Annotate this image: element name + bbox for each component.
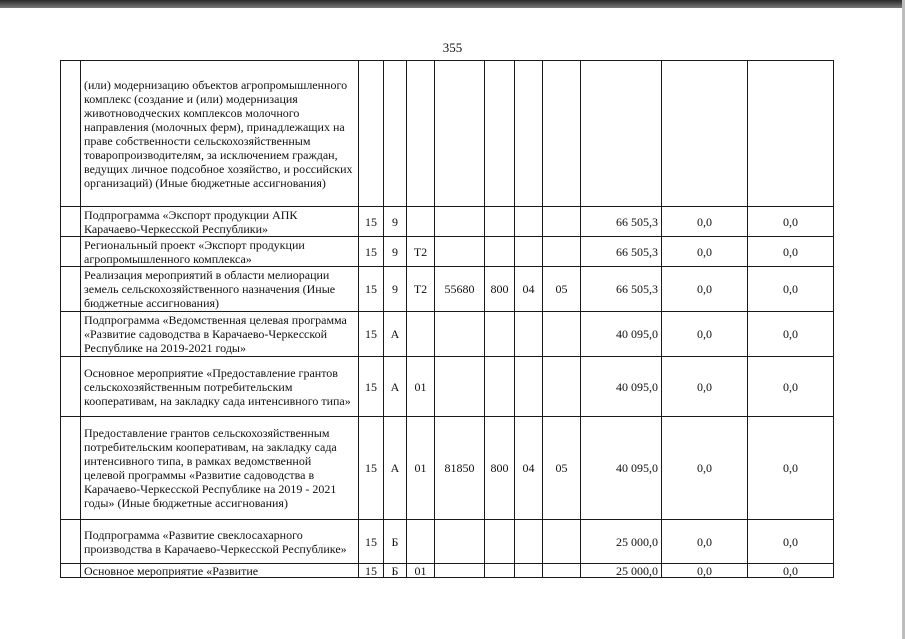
value-cell-v2: [662, 61, 748, 207]
code-cell-c3: [407, 520, 435, 564]
code-cell-c5: [485, 237, 515, 267]
amount-cell: 40 095,0: [581, 417, 662, 520]
row-name-cell: Подпрограмма «Экспорт продукции АПК Карачаево-Черкесской Республики»: [81, 207, 359, 237]
row-margin-cell: [61, 564, 81, 578]
value-cell-v2: 0,0: [662, 357, 748, 417]
code-cell-c7: [543, 520, 581, 564]
value-cell-v2: 0,0: [662, 207, 748, 237]
amount-cell: 40 095,0: [581, 357, 662, 417]
code-cell-c7: 05: [543, 267, 581, 312]
amount-cell: 25 000,0: [581, 520, 662, 564]
code-cell-c5: [485, 207, 515, 237]
code-cell-c6: [515, 520, 543, 564]
row-name-cell: Региональный проект «Экспорт продукции агропромышленного комплекса»: [81, 237, 359, 267]
code-cell-c2: Б: [384, 520, 407, 564]
value-cell-v2: 0,0: [662, 267, 748, 312]
code-cell-c2: 9: [384, 237, 407, 267]
code-cell-c5: 800: [485, 417, 515, 520]
code-cell-c1: 15: [359, 312, 384, 357]
value-cell-v2: 0,0: [662, 312, 748, 357]
code-cell-c5: 800: [485, 267, 515, 312]
value-cell-v3: 0,0: [748, 207, 834, 237]
code-cell-c1: [359, 61, 384, 207]
row-margin-cell: [61, 520, 81, 564]
code-cell-c3: [407, 61, 435, 207]
code-cell-c2: 9: [384, 267, 407, 312]
table-row: [61, 357, 834, 417]
code-cell-c6: [515, 237, 543, 267]
code-cell-c6: 04: [515, 267, 543, 312]
amount-cell: 66 505,3: [581, 207, 662, 237]
code-cell-c1: 15: [359, 237, 384, 267]
code-cell-c4: [435, 207, 485, 237]
amount-cell: 66 505,3: [581, 267, 662, 312]
code-cell-c4: [435, 564, 485, 578]
row-name-cell: Предоставление грантов сельскохозяйственным потребительским кооперативам, на закладку сада интенсивного типа, в рамках ведомственной целевой программы «Развитие садоводства в Карачаево-Черкесской Республике на 2019 - 2021 годы» (Иные бюджетные ассигнования): [81, 417, 359, 520]
code-cell-c3: 01: [407, 564, 435, 578]
value-cell-v2: 0,0: [662, 237, 748, 267]
code-cell-c1: 15: [359, 417, 384, 520]
code-cell-c5: [485, 520, 515, 564]
code-cell-c3: [407, 312, 435, 357]
table-row: [61, 207, 834, 237]
code-cell-c5: [485, 564, 515, 578]
row-margin-cell: [61, 357, 81, 417]
value-cell-v2: 0,0: [662, 417, 748, 520]
value-cell-v3: [748, 61, 834, 207]
row-name-cell: Подпрограмма «Ведомственная целевая программа «Развитие садоводства в Карачаево-Черкесской Республике на 2019-2021 годы»: [81, 312, 359, 357]
code-cell-c7: [543, 312, 581, 357]
code-cell-c3: Т2: [407, 237, 435, 267]
scan-top-edge: [0, 0, 905, 8]
code-cell-c5: [485, 61, 515, 207]
code-cell-c2: 9: [384, 207, 407, 237]
value-cell-v3: 0,0: [748, 417, 834, 520]
code-cell-c6: [515, 357, 543, 417]
value-cell-v2: 0,0: [662, 564, 748, 578]
budget-table: [60, 60, 834, 578]
code-cell-c2: А: [384, 357, 407, 417]
row-margin-cell: [61, 207, 81, 237]
table-row: [61, 61, 834, 207]
row-name-cell: Реализация мероприятий в области мелиорации земель сельскохозяйственного назначения (Иные бюджетные ассигнования): [81, 267, 359, 312]
row-margin-cell: [61, 237, 81, 267]
value-cell-v3: 0,0: [748, 267, 834, 312]
code-cell-c7: [543, 61, 581, 207]
page-number: 355: [442, 40, 463, 55]
row-name-cell: Подпрограмма «Развитие свеклосахарного производства в Карачаево-Черкесской Республике»: [81, 520, 359, 564]
value-cell-v3: 0,0: [748, 520, 834, 564]
row-name-cell: Основное мероприятие «Развитие: [81, 564, 359, 578]
code-cell-c7: [543, 207, 581, 237]
table-row: [61, 267, 834, 312]
row-name-cell: Основное мероприятие «Предоставление грантов сельскохозяйственным потребительским кооперативам, на закладку сада интенсивного типа»: [81, 357, 359, 417]
code-cell-c7: 05: [543, 417, 581, 520]
row-margin-cell: [61, 61, 81, 207]
code-cell-c6: [515, 207, 543, 237]
code-cell-c4: 55680: [435, 267, 485, 312]
code-cell-c3: Т2: [407, 267, 435, 312]
code-cell-c3: 01: [407, 357, 435, 417]
code-cell-c4: [435, 237, 485, 267]
code-cell-c2: [384, 61, 407, 207]
value-cell-v3: 0,0: [748, 357, 834, 417]
code-cell-c6: 04: [515, 417, 543, 520]
value-cell-v3: 0,0: [748, 564, 834, 578]
code-cell-c7: [543, 564, 581, 578]
code-cell-c1: 15: [359, 564, 384, 578]
code-cell-c5: [485, 357, 515, 417]
code-cell-c2: Б: [384, 564, 407, 578]
code-cell-c6: [515, 564, 543, 578]
code-cell-c3: [407, 207, 435, 237]
row-margin-cell: [61, 267, 81, 312]
code-cell-c4: [435, 61, 485, 207]
value-cell-v3: 0,0: [748, 237, 834, 267]
table-row: [61, 417, 834, 520]
code-cell-c7: [543, 237, 581, 267]
row-name-cell: (или) модернизацию объектов агропромышленного комплекс (создание и (или) модернизация животноводческих комплексов молочного направления (молочных ферм), принадлежащих на праве собственности сельскохозяйственным товаропроизводителям, за исключением граждан, ведущих личное подсобное хозяйство, и российских организаций) (Иные бюджетные ассигнования): [81, 61, 359, 207]
row-margin-cell: [61, 312, 81, 357]
code-cell-c1: 15: [359, 520, 384, 564]
table-row: [61, 312, 834, 357]
code-cell-c4: 81850: [435, 417, 485, 520]
table-row: [61, 520, 834, 564]
value-cell-v3: 0,0: [748, 312, 834, 357]
code-cell-c2: А: [384, 417, 407, 520]
table-body: [61, 61, 834, 578]
code-cell-c7: [543, 357, 581, 417]
code-cell-c6: [515, 61, 543, 207]
table-row: [61, 564, 834, 578]
amount-cell: 25 000,0: [581, 564, 662, 578]
row-margin-cell: [61, 417, 81, 520]
code-cell-c3: 01: [407, 417, 435, 520]
code-cell-c2: А: [384, 312, 407, 357]
code-cell-c5: [485, 312, 515, 357]
code-cell-c6: [515, 312, 543, 357]
code-cell-c1: 15: [359, 357, 384, 417]
amount-cell: 40 095,0: [581, 312, 662, 357]
code-cell-c4: [435, 520, 485, 564]
code-cell-c1: 15: [359, 267, 384, 312]
code-cell-c1: 15: [359, 207, 384, 237]
amount-cell: 66 505,3: [581, 237, 662, 267]
value-cell-v2: 0,0: [662, 520, 748, 564]
table-row: [61, 237, 834, 267]
code-cell-c4: [435, 312, 485, 357]
code-cell-c4: [435, 357, 485, 417]
amount-cell: [581, 61, 662, 207]
